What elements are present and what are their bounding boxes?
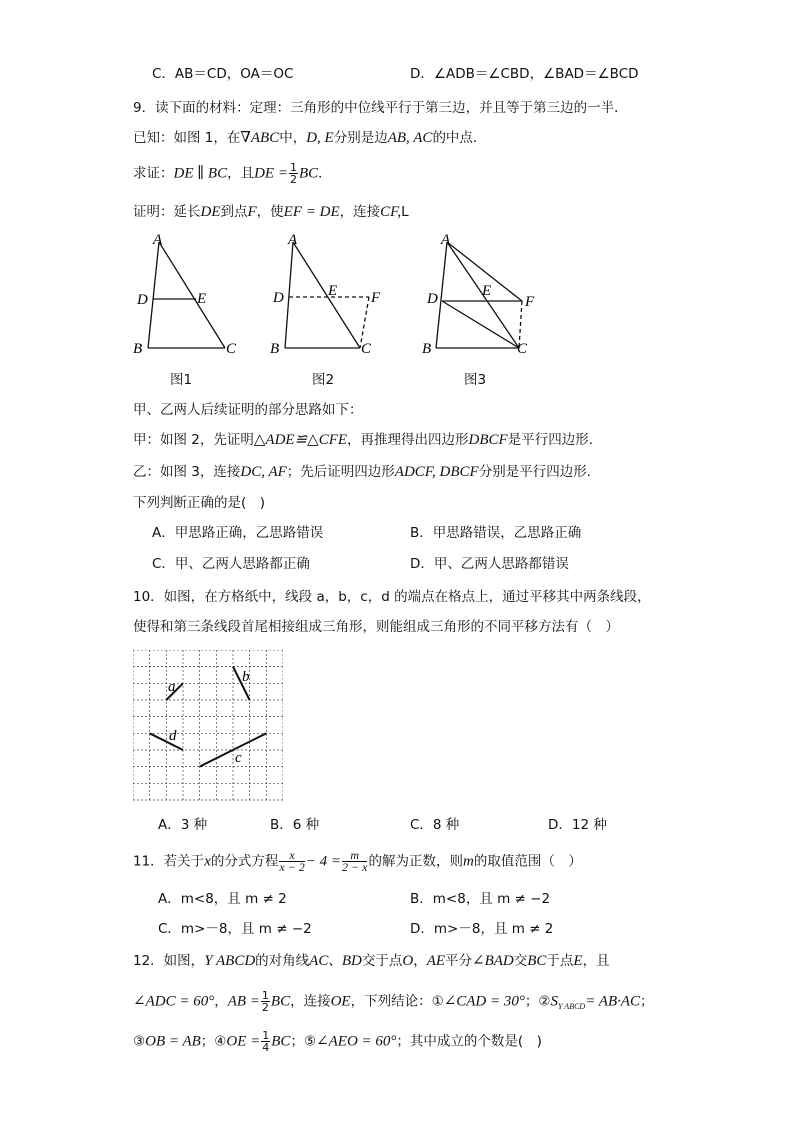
q9-jia: 甲：如图 2，先证明△ADE≌△CFE，再推理得出四边形DBCF是平行四边形．	[133, 432, 603, 448]
label-a: a	[168, 679, 176, 695]
label-c: c	[235, 750, 242, 766]
label-d: d	[169, 728, 177, 744]
q10-option-c: C．8 种	[410, 817, 460, 833]
figure-3	[418, 228, 548, 358]
figure-2	[268, 228, 398, 358]
fig2-label-e: E	[328, 283, 338, 299]
q10-option-b: B．6 种	[270, 817, 320, 833]
q8-option-c: C．AB＝CD，OA＝OC	[152, 66, 294, 82]
q9-prove: 求证：DE ∥ BC，且DE = $\frac{1}{2}$ BC．	[133, 161, 332, 186]
fraction-m-over-2-minus-x: $\frac{m}{2 - x}$	[342, 848, 368, 874]
q12-conclusions: ③OB = AB；④OE = $\frac{1}{4}$ BC；⑤∠AEO = 60°；其中成立的个数是( )	[133, 1029, 542, 1054]
q9-stem: 9．读下面的材料：定理：三角形的中位线平行于第三边，并且等于第三边的一半．	[133, 100, 628, 116]
fig1-label-c: C	[226, 341, 237, 357]
q11-option-b: B．m<8，且 m ≠ −2	[410, 891, 551, 907]
q9-option-a: A．甲思路正确，乙思路错误	[152, 525, 324, 541]
fraction-half: $\frac{1}{2}$	[289, 161, 297, 186]
fraction-x-over-x-minus-2: $\frac{x}{x - 2}$	[279, 848, 305, 874]
q9-proof: 证明：延长DE到点F，使EF = DE，连接CF,L	[133, 204, 409, 220]
fig1-side-ac	[159, 242, 225, 348]
q8-option-d: D．∠ADB＝∠CBD，∠BAD＝∠BCD	[410, 66, 639, 82]
grid-figure	[133, 650, 283, 802]
fig2-label-c: C	[361, 341, 372, 357]
q9-option-c: C．甲、乙两人思路都正确	[152, 556, 310, 572]
figure-3-caption: 图3	[464, 372, 487, 388]
fig3-label-f: F	[525, 294, 535, 310]
label-b: b	[242, 669, 250, 685]
q12-stem-line1: 12．如图，Y ABCD的对角线AC、BD交于点O，AE平分∠BAD交BC于点E，且	[133, 953, 610, 969]
fig2-label-a: A	[288, 232, 298, 248]
q9-given: 已知：如图 1，在∇ABC中，D, E分别是边AB, AC的中点．	[133, 130, 487, 146]
fig1-label-e: E	[197, 291, 207, 307]
fig3-label-a: A	[441, 232, 451, 248]
q11-stem: 11．若关于x的分式方程 $\frac{x}{x - 2}$ − 4 = $\frac{m}{2 - x}$ 的解为正数，则m的取值范围（ ）	[133, 848, 582, 874]
fig2-label-f: F	[371, 290, 381, 306]
q10-stem-line1: 10．如图，在方格纸中，线段 a，b，c，d 的端点在格点上，通过平移其中两条线段，	[133, 589, 651, 605]
q9-yi: 乙：如图 3，连接DC, AF；先后证明四边形ADCF, DBCF分别是平行四边形．	[133, 464, 601, 480]
q11-option-c: C．m>－8，且 m ≠ −2	[158, 921, 312, 937]
q10-option-a: A．3 种	[158, 817, 208, 833]
q12-stem-line2: ∠ADC = 60°，AB = $\frac{1}{2}$ BC，连接OE，下列结论：①∠CAD = 30°；$②S_{Y ABCD}= AB\cdot AC$；	[133, 989, 654, 1014]
q9-intro: 甲、乙两人后续证明的部分思路如下：	[133, 402, 363, 418]
q9-option-d: D．甲、乙两人思路都错误	[410, 556, 569, 572]
fig2-label-b: B	[270, 341, 280, 357]
q11-option-a: A．m<8，且 m ≠ 2	[158, 891, 287, 907]
fig1-label-d: D	[137, 292, 148, 308]
figure-1	[128, 228, 248, 358]
figure-2-caption: 图2	[312, 372, 335, 388]
fig3-label-b: B	[422, 341, 432, 357]
q10-option-d: D．12 种	[548, 817, 607, 833]
q9-option-b: B．甲思路错误，乙思路正确	[410, 525, 582, 541]
fig3-label-c: C	[517, 341, 528, 357]
q9-ask: 下列判断正确的是( )	[133, 495, 266, 511]
fig1-label-b: B	[133, 341, 143, 357]
fig1-label-a: A	[153, 232, 163, 248]
q10-stem-line2: 使得和第三条线段首尾相接组成三角形，则能组成三角形的不同平移方法有（ ）	[133, 619, 619, 635]
fig2-label-d: D	[273, 290, 284, 306]
figure-1-caption: 图1	[170, 372, 193, 388]
fig3-label-d: D	[427, 291, 438, 307]
q11-option-d: D．m>－8，且 m ≠ 2	[410, 921, 554, 937]
fig1-side-ab	[148, 242, 159, 348]
fig3-label-e: E	[482, 283, 492, 299]
